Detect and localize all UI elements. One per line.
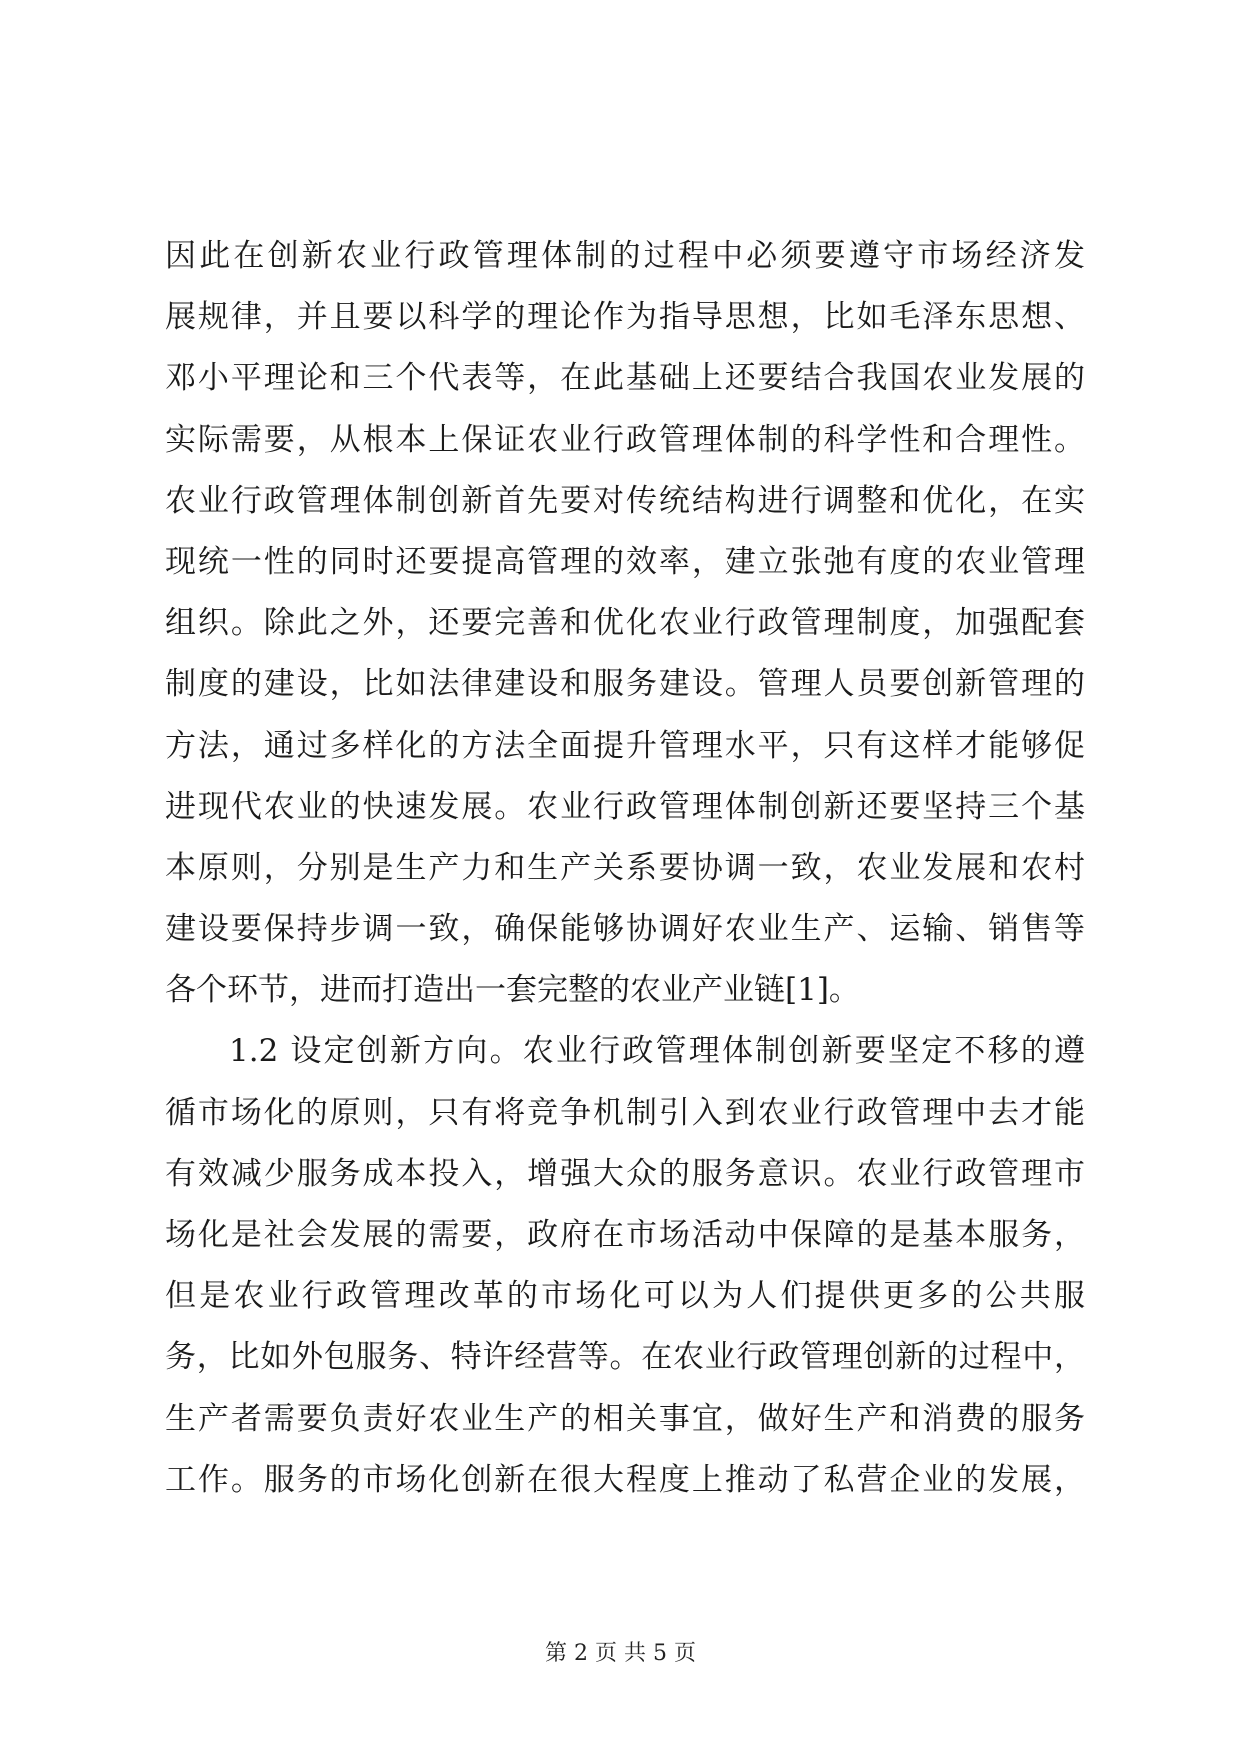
- text-line: 组织。除此之外，还要完善和优化农业行政管理制度，加强配套: [165, 605, 1085, 642]
- text-line: 建设要保持步调一致，确保能够协调好农业生产、运输、销售等: [165, 911, 1085, 948]
- text-line: 展规律，并且要以科学的理论作为指导思想，比如毛泽东思想、: [165, 299, 1085, 336]
- text-line: 方法，通过多样化的方法全面提升管理水平，只有这样才能够促: [165, 727, 1085, 764]
- text-line: 但是农业行政管理改革的市场化可以为人们提供更多的公共服: [165, 1278, 1085, 1315]
- page-number-footer: 第 2 页 共 5 页: [545, 1641, 696, 1666]
- text-line: 进现代农业的快速发展。农业行政管理体制创新还要坚持三个基: [165, 788, 1085, 825]
- text-line: 循市场化的原则，只有将竞争机制引入到农业行政管理中去才能: [165, 1094, 1085, 1131]
- text-line: 工作。服务的市场化创新在很大程度上推动了私营企业的发展，: [165, 1461, 1085, 1498]
- text-line: 各个环节，进而打造出一套完整的农业产业链[1]。: [165, 972, 860, 1009]
- text-line: 农业行政管理体制创新首先要对传统结构进行调整和优化，在实: [165, 482, 1085, 519]
- text-line: 邓小平理论和三个代表等，在此基础上还要结合我国农业发展的: [165, 360, 1085, 397]
- text-line: 本原则，分别是生产力和生产关系要协调一致，农业发展和农村: [165, 849, 1085, 886]
- body-text: [165, 226, 1085, 1511]
- text-line: 制度的建设，比如法律建设和服务建设。管理人员要创新管理的: [165, 666, 1085, 703]
- text-line: 现统一性的同时还要提高管理的效率，建立张弛有度的农业管理: [165, 543, 1085, 580]
- text-line: 场化是社会发展的需要，政府在市场活动中保障的是基本服务，: [165, 1217, 1085, 1253]
- text-line: 有效减少服务成本投入，增强大众的服务意识。农业行政管理市: [165, 1155, 1085, 1192]
- text-line: 因此在创新农业行政管理体制的过程中必须要遵守市场经济发: [165, 238, 1085, 274]
- text-line: 实际需要，从根本上保证农业行政管理体制的科学性和合理性。: [165, 421, 1085, 458]
- section-heading-line: 1.2 设定创新方向。农业行政管理体制创新要坚定不移的遵: [229, 1033, 1085, 1070]
- text-line: 务，比如外包服务、特许经营等。在农业行政管理创新的过程中，: [165, 1339, 1085, 1376]
- text-line: 生产者需要负责好农业生产的相关事宜，做好生产和消费的服务: [165, 1400, 1085, 1437]
